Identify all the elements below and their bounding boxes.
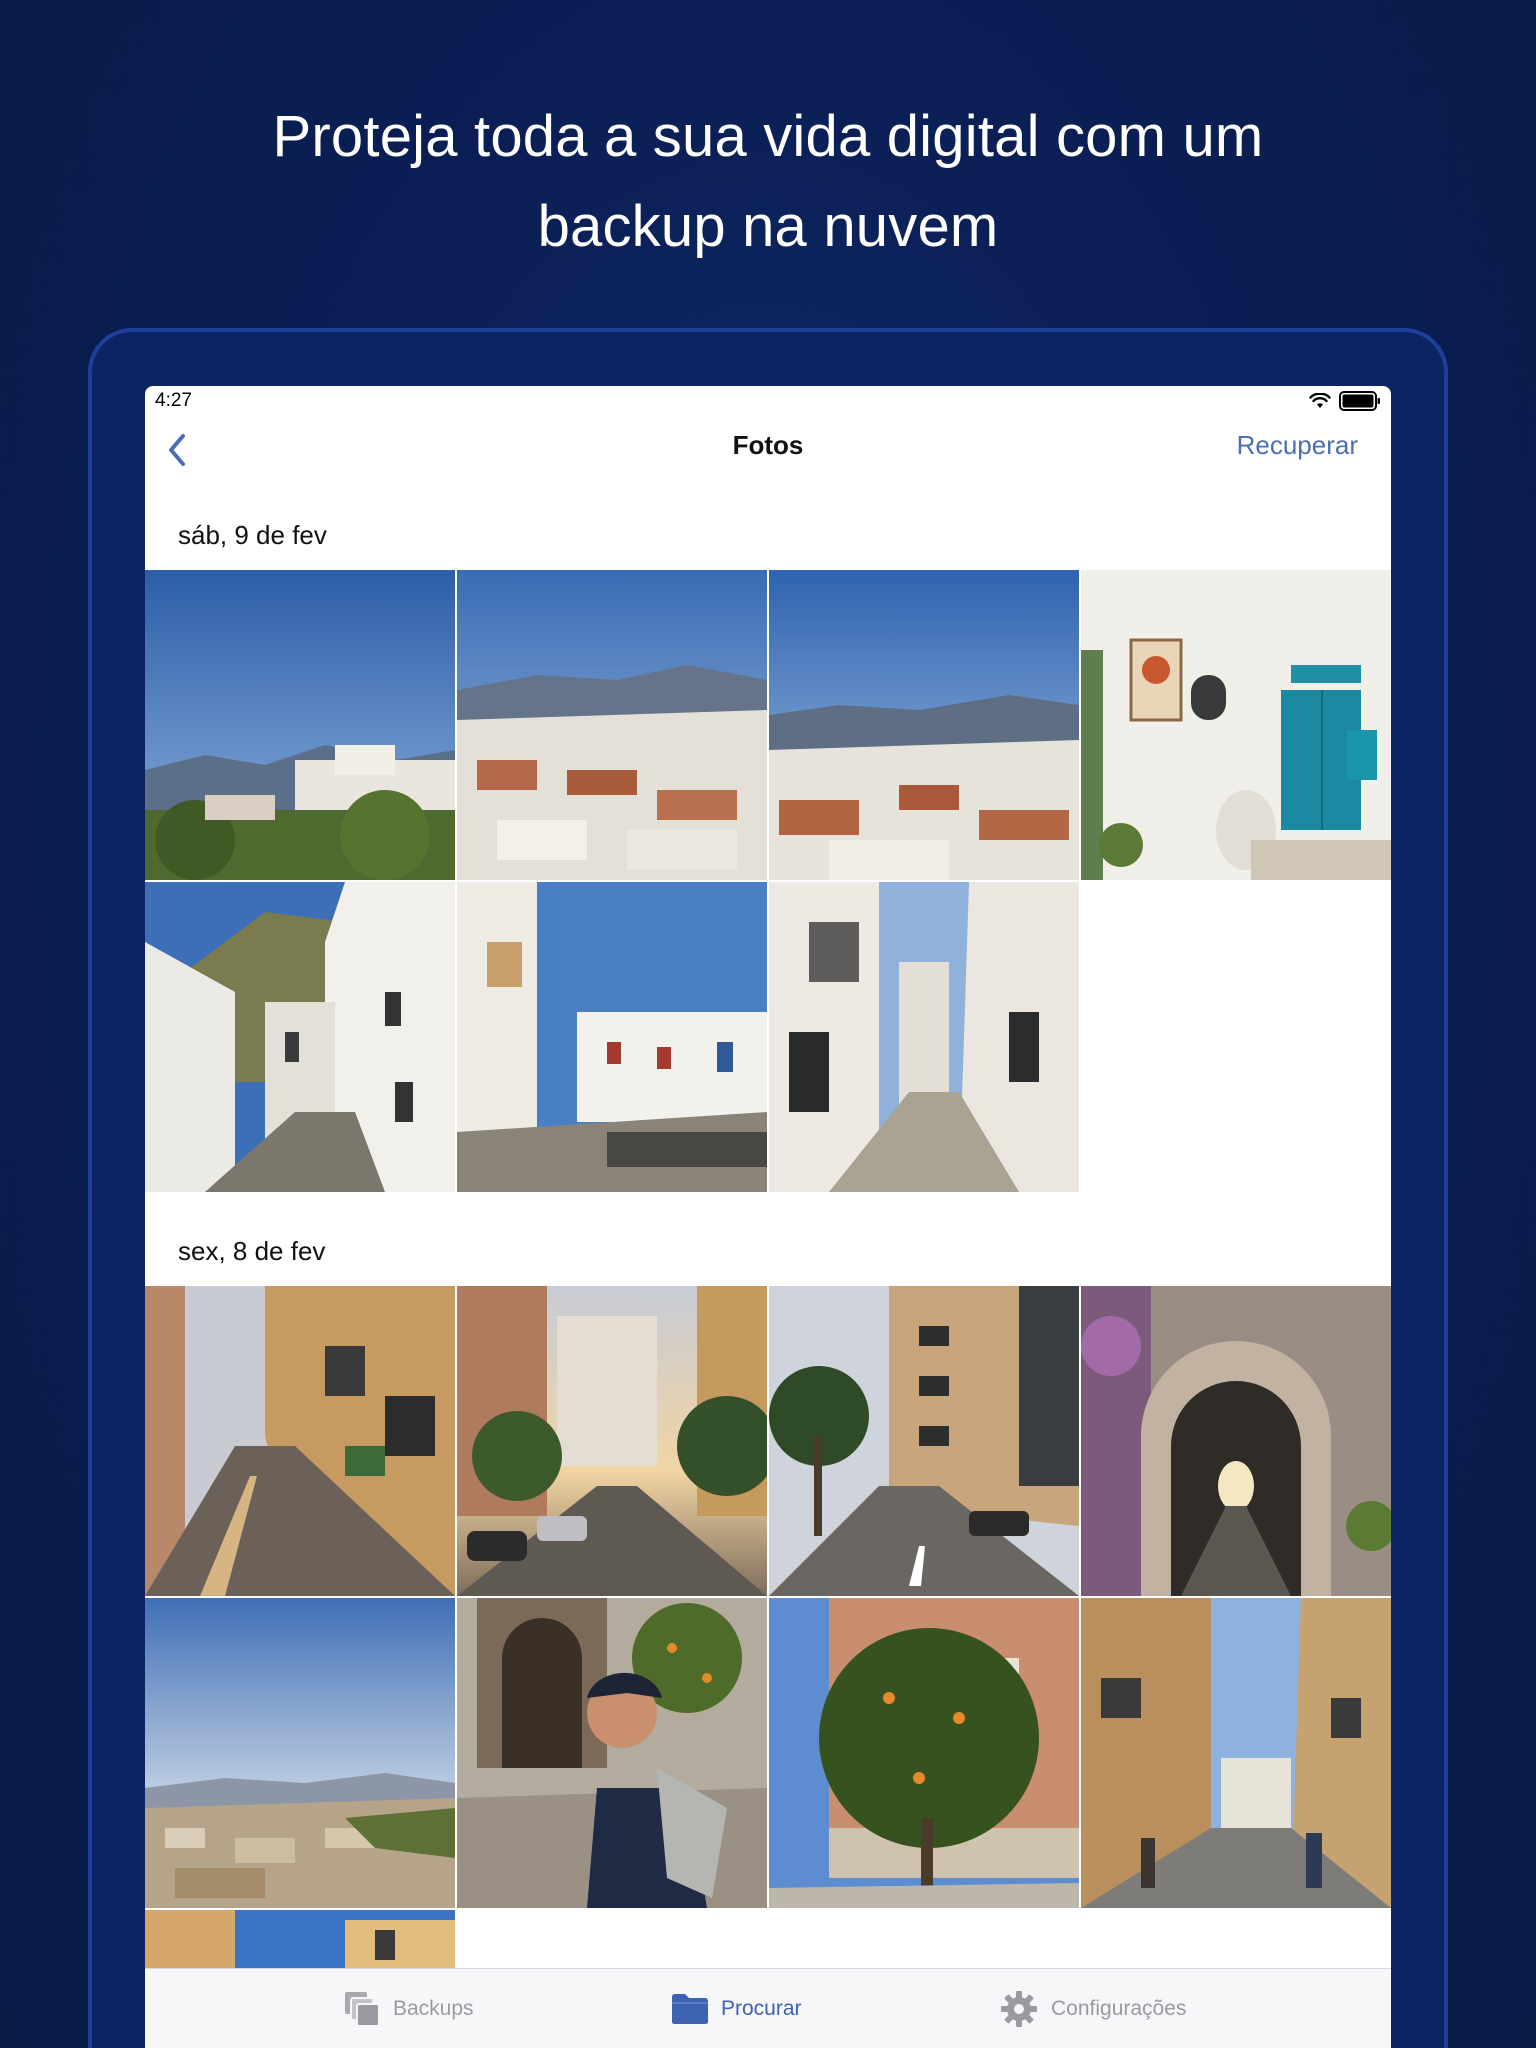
battery-icon [1339,391,1381,411]
tab-configuracoes[interactable] [999,1969,1186,2048]
photo-thumbnail[interactable] [457,1598,767,1908]
photo-thumbnail[interactable] [145,1598,455,1908]
page-title: Fotos [732,430,804,460]
tab-procurar[interactable] [671,1969,802,2048]
tab-backups[interactable] [343,1969,474,2048]
photo-thumbnail[interactable] [145,1286,455,1596]
photo-thumbnail[interactable] [1081,1286,1391,1596]
photo-thumbnail[interactable] [769,1598,1079,1908]
photo-thumbnail[interactable] [457,570,767,880]
headline-line-1: Proteja toda a sua vida digital com um [272,104,1264,169]
status-time: 4:27 [155,390,192,411]
status-icons [1309,391,1381,411]
folder-icon [671,1992,709,2026]
photo-thumbnail[interactable] [1081,1598,1391,1908]
headline-line-2: backup na nuvem [537,194,999,259]
photo-thumbnail[interactable] [145,882,455,1192]
app-screen [145,386,1391,2048]
stacked-photos-icon [343,1990,381,2028]
recover-button[interactable]: Recuperar [1236,430,1358,460]
navigation-bar [145,416,1391,486]
photo-thumbnail[interactable] [769,1286,1079,1596]
tab-label: Procurar [721,1997,802,2020]
status-bar [145,386,1391,416]
marketing-headline [0,92,1536,272]
section-header-date: sex, 8 de fev [178,1236,326,1266]
tab-label: Configurações [1051,1997,1187,2020]
section-header-date: sáb, 9 de fev [178,520,327,550]
tab-label: Backups [393,1997,474,2020]
photo-thumbnail[interactable] [457,882,767,1192]
photo-thumbnail[interactable] [769,882,1079,1192]
photo-thumbnail[interactable] [145,570,455,880]
tab-bar [145,1968,1391,2048]
photo-thumbnail[interactable] [1081,570,1391,880]
photo-thumbnail[interactable] [457,1286,767,1596]
photo-thumbnail[interactable] [769,570,1079,880]
wifi-icon [1309,393,1331,409]
gear-icon [999,1989,1039,2029]
